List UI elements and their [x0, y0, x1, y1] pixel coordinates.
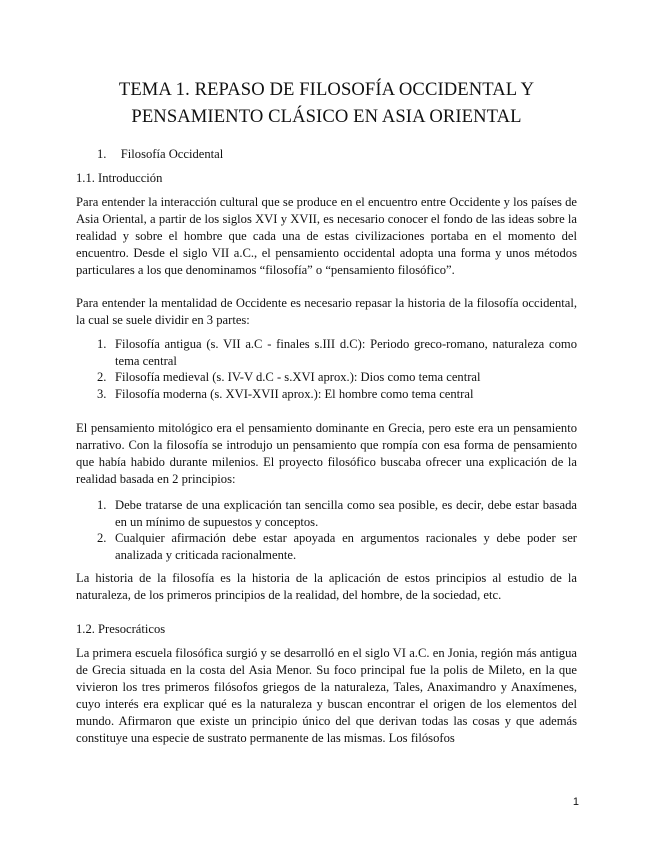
list-item	[76, 497, 577, 530]
heading-filosofia-occidental	[76, 146, 577, 163]
paragraph-text: El pensamiento mitológico era el pensamiento dominante en Grecia, pero este era un pensamiento narrativo. Con la filosofía se introdujo un pensamiento que rompía con esa forma de pensamiento que había habido durante milenios. El proyecto filosófico buscaba ofrecer una explicación de la realidad basada en 2 principios:	[76, 421, 577, 486]
paragraph-1	[76, 194, 577, 279]
heading-label: Filosofía Occidental	[120, 147, 224, 161]
list-number: 1.	[97, 337, 107, 351]
list-number: 2.	[97, 531, 107, 545]
list-principles	[76, 497, 577, 563]
subheading-introduccion	[76, 170, 577, 187]
list-number: 2.	[97, 370, 107, 384]
list-number: 1.	[97, 498, 107, 512]
paragraph-text: Para entender la mentalidad de Occidente es necesario repasar la historia de la filosofía occidental, la cual se suele dividir en 3 partes:	[76, 296, 577, 327]
list-periods	[76, 336, 577, 402]
list-text: Filosofía antigua (s. VII a.C - finales s.III d.C): Periodo greco-romano, naturaleza como tema central	[115, 337, 577, 368]
paragraph-2	[76, 295, 577, 329]
list-item	[76, 369, 577, 386]
list-text: Filosofía medieval (s. IV-V d.C - s.XVI aprox.): Dios como tema central	[115, 370, 481, 384]
subheading-text: 1.1. Introducción	[76, 171, 163, 185]
paragraph-5	[76, 645, 577, 747]
subheading-text: 1.2. Presocráticos	[76, 622, 166, 636]
page-number: 1	[572, 796, 579, 808]
list-text: Filosofía moderna (s. XVI-XVII aprox.): El hombre como tema central	[115, 386, 474, 401]
subheading-presocraticos	[76, 621, 577, 638]
list-text: Cualquier afirmación debe estar apoyada en argumentos racionales y debe poder ser analizada y criticada racionalmente.	[115, 531, 577, 562]
paragraph-4	[76, 570, 577, 604]
list-item	[76, 336, 577, 369]
paragraph-3	[76, 420, 577, 488]
list-text: Debe tratarse de una explicación tan sencilla como sea posible, es decir, debe estar basada en un mínimo de supuestos y conceptos.	[115, 498, 577, 529]
list-item	[76, 530, 577, 563]
paragraph-text: La historia de la filosofía es la historia de la aplicación de estos principios al estudio de la naturaleza, de los primeros principios de la realidad, del hombre, de la sociedad, etc.	[76, 571, 577, 602]
page-title: TEMA 1. REPASO DE FILOSOFÍA OCCIDENTAL Y PENSAMIENTO CLÁSICO EN ASIA ORIENTAL	[118, 79, 535, 127]
heading-number: 1.	[97, 147, 107, 161]
paragraph-text: La primera escuela filosófica surgió y se desarrolló en el siglo VI a.C. en Jonia, región más antigua de Grecia situada en la costa del Asia Menor. Su foco principal fue la polis de Mileto, en la que vivieron los tres primeros filósofos griegos de la naturaleza, Tales, Anaximandro y Anaxímenes, cuyo interés era explicar qué es la naturaleza y buscan encontrar el origen de los elementos del mundo. Afirmaron que existe un principio único del que derivan todas las cosas y que además constituye una especie de sustrato permanente de las mismas. Los filósofos	[76, 646, 577, 745]
paragraph-text: Para entender la interacción cultural que se produce en el encuentro entre Occidente y los países de Asia Oriental, a partir de los siglos XVI y XVII, es necesario conocer el fondo de las ideas sobre la realidad y sobre el hombre que cada una de estas civilizaciones portaba en el momento del encuentro. Desde el siglo VII a.C., el pensamiento occidental adopta una forma y unos métodos particulares a los que denominamos “filosofía” o “pensamiento filosófico”.	[76, 195, 577, 277]
list-number: 3.	[97, 386, 107, 401]
list-item	[76, 386, 577, 403]
